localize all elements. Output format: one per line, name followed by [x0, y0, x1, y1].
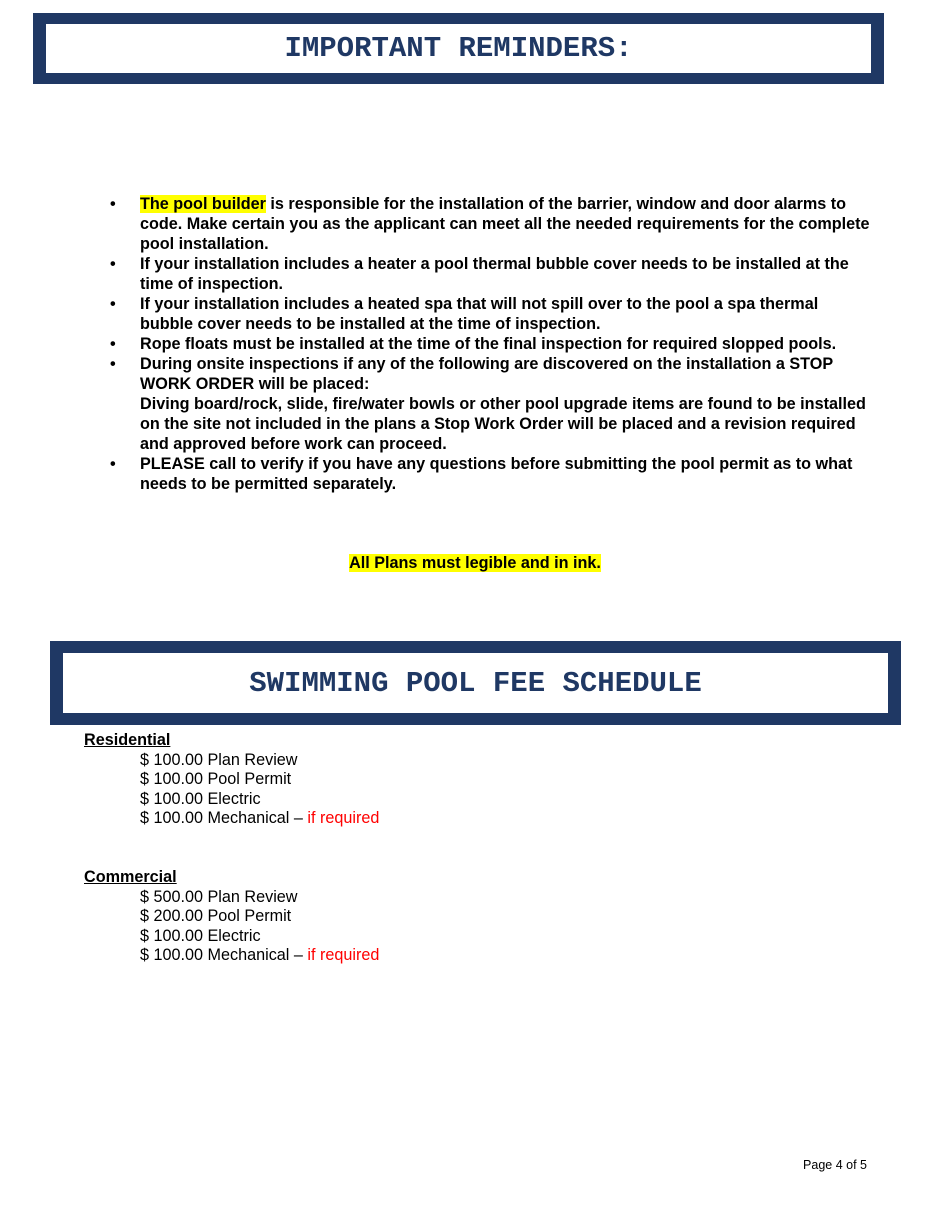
commercial-fee-list	[84, 888, 379, 966]
plans-note	[0, 553, 950, 573]
fee-item	[140, 770, 379, 790]
reminder-text: If your installation includes a heated spa that will not spill over to the pool a spa thermal bubble cover needs to be installed at the time of inspection.	[140, 295, 819, 333]
fee-text: $ 100.00 Mechanical –	[140, 946, 308, 965]
fee-item	[140, 888, 379, 908]
fee-banner	[50, 641, 901, 725]
reminders-title: IMPORTANT REMINDERS:	[284, 32, 633, 65]
reminder-detail: Diving board/rock, slide, fire/water bowls or other pool upgrade items are found to be installed on the site not included in the plans a Stop Work Order will be placed and a revision required and approved before work can proceed.	[140, 395, 866, 453]
reminder-text: If your installation includes a heater a pool thermal bubble cover needs to be installed at the time of inspection.	[140, 255, 849, 293]
residential-section	[84, 731, 379, 829]
reminder-text: PLEASE call to verify if you have any questions before submitting the pool permit as to what needs to be permitted separately.	[140, 455, 853, 493]
fee-text: $ 100.00 Mechanical –	[140, 809, 308, 828]
reminder-text: Rope floats must be installed at the time of the final inspection for required slopped pools.	[140, 335, 837, 353]
reminder-text: During onsite inspections if any of the following are discovered on the installation a STOP WORK ORDER will be placed:	[140, 355, 833, 393]
reminder-highlight: The pool builder	[140, 195, 266, 213]
plans-note-text: All Plans must legible and in ink.	[349, 554, 601, 572]
fee-text: $ 100.00 Electric	[140, 789, 261, 808]
reminder-item	[110, 254, 870, 294]
fee-text: $ 500.00 Plan Review	[140, 887, 298, 906]
reminder-item	[110, 354, 870, 454]
commercial-heading: Commercial	[84, 868, 177, 886]
fee-text: $ 200.00 Pool Permit	[140, 907, 292, 926]
page-number: Page 4 of 5	[803, 1158, 867, 1172]
fee-text: $ 100.00 Electric	[140, 926, 261, 945]
fee-item	[140, 927, 379, 947]
residential-heading: Residential	[84, 731, 171, 749]
reminder-text: is responsible for the installation of the barrier, window and door alarms to code. Make certain you as the applicant can meet all the needed requirements for the complete pool installation.	[140, 195, 870, 253]
fee-required-note: if required	[307, 809, 380, 828]
fee-item	[140, 946, 379, 966]
fee-text: $ 100.00 Pool Permit	[140, 770, 292, 789]
fee-item	[140, 809, 379, 829]
commercial-section	[84, 868, 379, 966]
reminder-item	[110, 334, 870, 354]
reminders-list	[110, 194, 870, 494]
fee-banner-inner	[63, 653, 888, 713]
reminder-item	[110, 454, 870, 494]
reminder-item	[110, 294, 870, 334]
fee-item	[140, 751, 379, 771]
fee-item	[140, 907, 379, 927]
fee-item	[140, 790, 379, 810]
residential-fee-list	[84, 751, 379, 829]
fee-required-note: if required	[307, 946, 380, 965]
fee-text: $ 100.00 Plan Review	[140, 750, 298, 769]
reminders-banner	[33, 13, 884, 84]
reminder-item	[110, 194, 870, 254]
fee-title: SWIMMING POOL FEE SCHEDULE	[249, 666, 702, 700]
reminders-banner-inner	[46, 24, 871, 73]
